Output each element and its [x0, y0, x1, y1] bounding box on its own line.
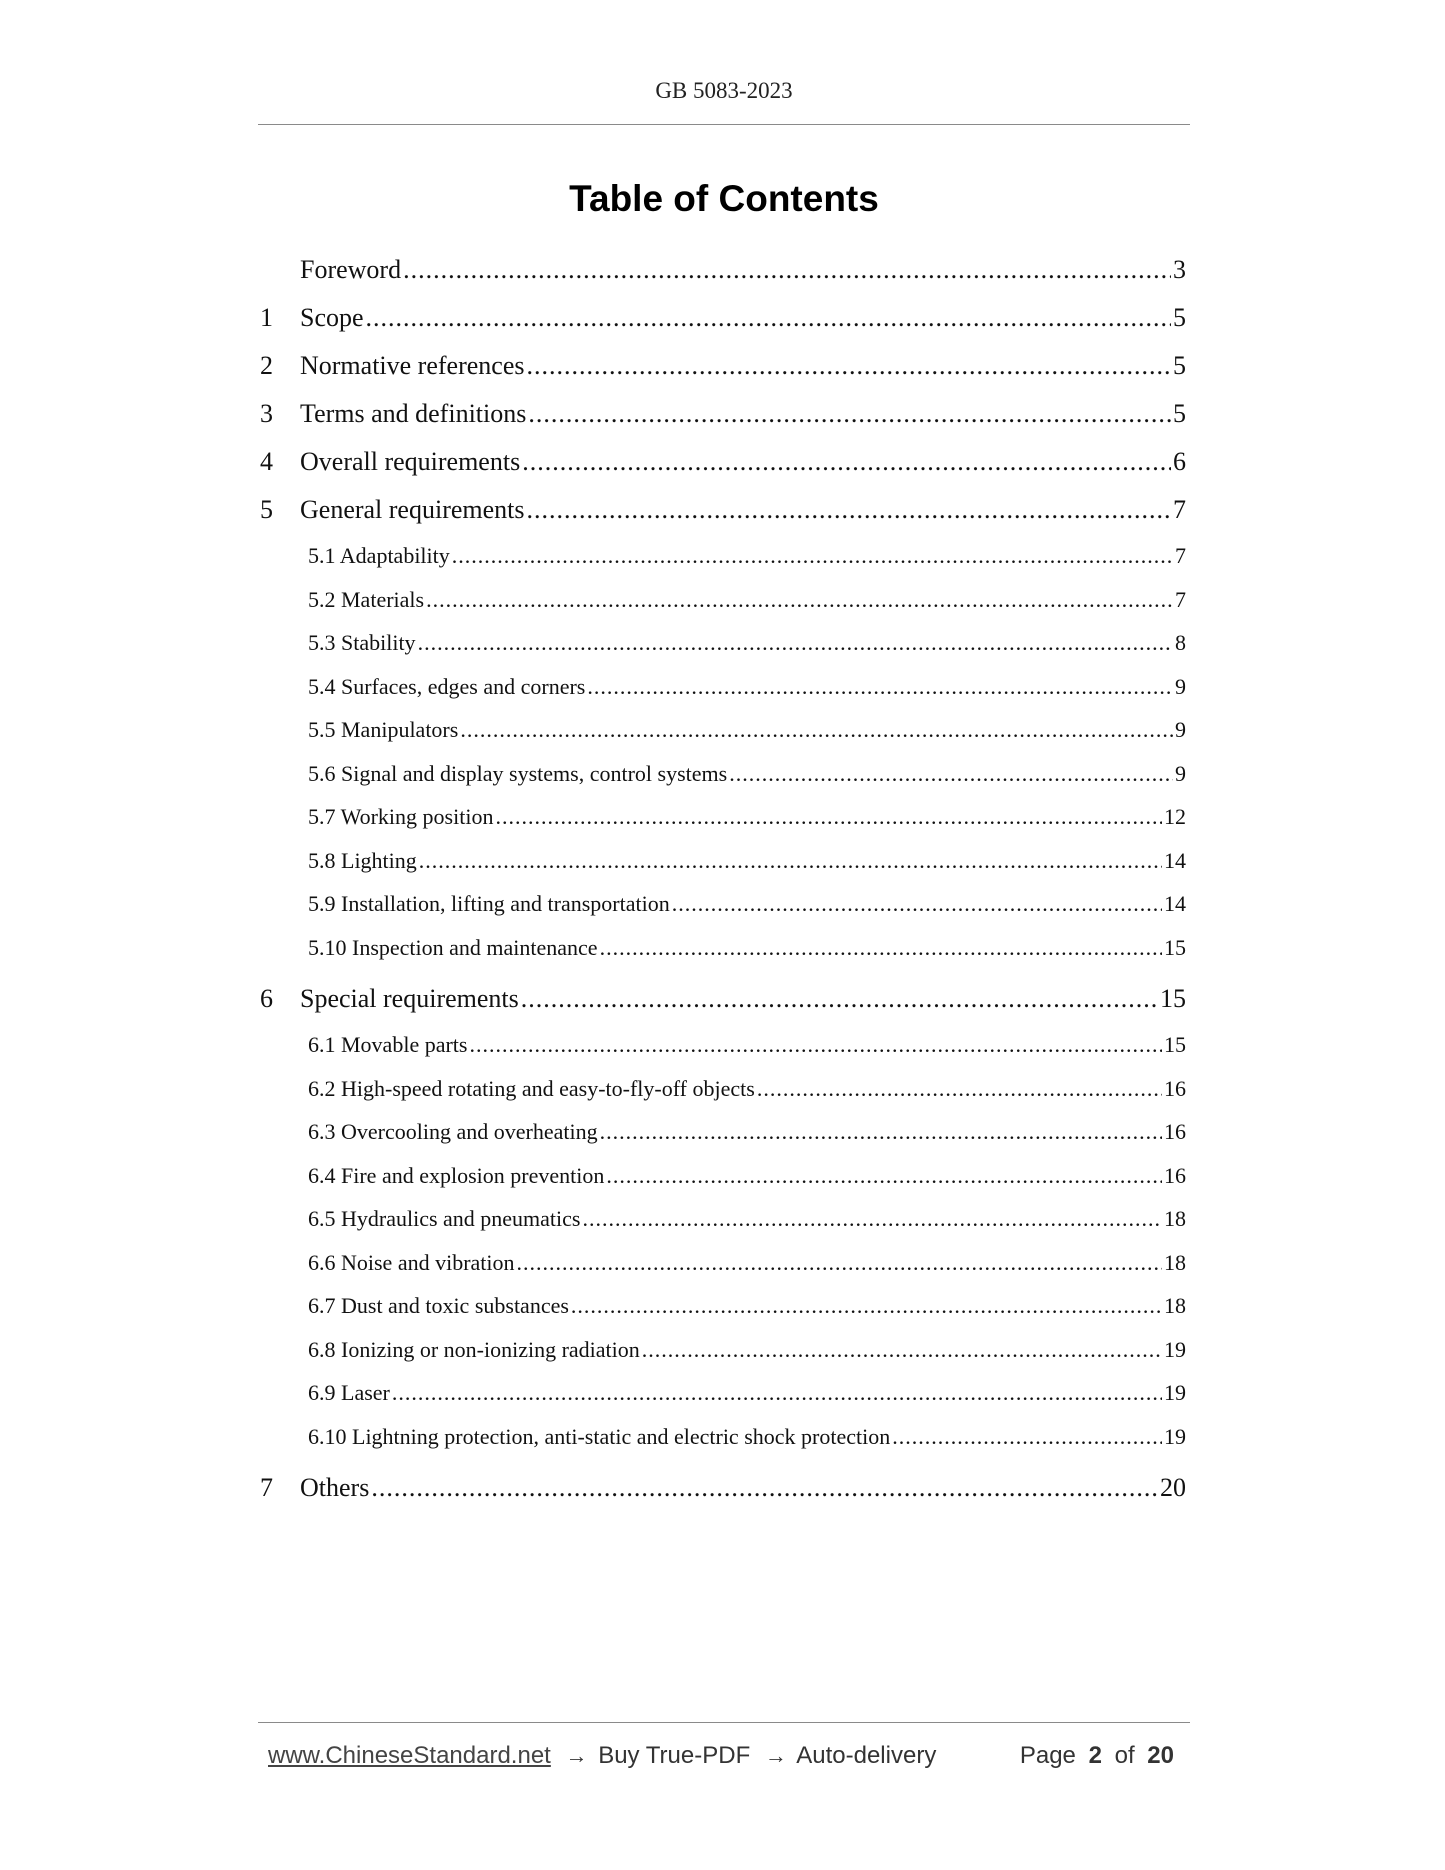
toc-entry-page: 18 — [1164, 1206, 1186, 1231]
toc-entry-label: Foreword — [300, 255, 402, 284]
toc-entry-label: 5.6 Signal and display systems, control systems — [308, 760, 728, 786]
toc-dot-leader — [469, 1023, 1162, 1067]
toc-entry[interactable] — [260, 839, 1186, 883]
toc-dot-leader — [600, 926, 1162, 970]
toc-entry-page: 7 — [1175, 543, 1186, 568]
toc-title: Table of Contents — [569, 178, 879, 219]
toc-entry-label: 5.7 Working position — [308, 804, 494, 829]
toc-entry-number: 7 — [260, 1473, 273, 1502]
toc-entry-label: 5.9 Installation, lifting and transportation — [308, 891, 670, 916]
toc-entry[interactable] — [260, 390, 1186, 438]
toc-entry-page: 6 — [1173, 447, 1186, 476]
toc-entry-label: 6.1 Movable parts — [308, 1032, 468, 1057]
toc-entry[interactable] — [260, 1241, 1186, 1285]
toc-entry-label: 5.1 Adaptability — [308, 543, 450, 568]
toc-entry-label: 6.4 Fire and explosion prevention — [308, 1162, 605, 1188]
toc-dot-leader — [527, 486, 1171, 534]
toc-entry-page: 18 — [1164, 1249, 1186, 1275]
toc-entry-label: Special requirements — [300, 984, 519, 1013]
page-indicator — [1020, 1742, 1180, 1770]
toc-dot-leader — [526, 342, 1171, 390]
toc-entry-label: Overall requirements — [300, 447, 521, 476]
table-of-contents — [260, 246, 1186, 1512]
toc-entry-label: 6.7 Dust and toxic substances — [308, 1293, 569, 1318]
toc-entry[interactable] — [260, 1023, 1186, 1067]
toc-entry-label: 6.8 Ionizing or non-ionizing radiation — [308, 1336, 640, 1362]
arrow-right-icon: → — [764, 1743, 787, 1768]
toc-dot-leader — [757, 1067, 1162, 1111]
toc-entry-label: 5.5 Manipulators — [308, 717, 459, 742]
toc-entry-label: 5.4 Surfaces, edges and corners — [308, 673, 586, 699]
toc-entry-page: 20 — [1160, 1473, 1186, 1502]
toc-dot-leader — [419, 839, 1162, 883]
toc-entry-page: 14 — [1164, 891, 1186, 916]
toc-entry[interactable] — [260, 342, 1186, 390]
toc-entry-page: 15 — [1164, 934, 1186, 960]
toc-entry-label: 5.10 Inspection and maintenance — [308, 934, 598, 960]
toc-entry[interactable] — [260, 1415, 1186, 1459]
toc-entry[interactable] — [260, 926, 1186, 970]
toc-entry[interactable] — [260, 1328, 1186, 1372]
toc-entry[interactable] — [260, 795, 1186, 839]
toc-entry-label: 6.6 Noise and vibration — [308, 1249, 515, 1275]
toc-entry-number: 2 — [260, 351, 273, 380]
toc-entry-label: General requirements — [300, 495, 525, 524]
toc-entry-page: 12 — [1164, 804, 1186, 829]
toc-entry[interactable] — [260, 665, 1186, 709]
toc-entry[interactable] — [260, 1464, 1186, 1512]
toc-dot-leader — [606, 1154, 1162, 1198]
toc-entry-page: 16 — [1164, 1162, 1186, 1188]
toc-entry-page: 5 — [1173, 351, 1186, 380]
footer-divider — [258, 1722, 1190, 1723]
toc-dot-leader — [495, 795, 1162, 839]
toc-entry[interactable] — [260, 882, 1186, 926]
toc-entry-page: 7 — [1173, 495, 1186, 524]
toc-entry[interactable] — [260, 1067, 1186, 1111]
toc-entry[interactable] — [260, 1284, 1186, 1328]
buy-pdf-text: Buy True-PDF — [598, 1742, 751, 1769]
toc-entry[interactable] — [260, 294, 1186, 342]
toc-entry-label: Normative references — [300, 351, 525, 380]
toc-dot-leader — [672, 882, 1162, 926]
toc-dot-leader — [517, 1241, 1162, 1285]
toc-entry[interactable] — [260, 578, 1186, 622]
footer-links — [268, 1742, 940, 1770]
toc-dot-leader — [460, 708, 1173, 752]
toc-dot-leader — [587, 665, 1173, 709]
toc-entry-page: 15 — [1164, 1032, 1186, 1057]
of-word: of — [1114, 1742, 1135, 1769]
site-link[interactable]: www.ChineseStandard.net — [268, 1742, 551, 1769]
toc-entry-label: 6.2 High-speed rotating and easy-to-fly-off objects — [308, 1075, 755, 1101]
toc-entry-page: 9 — [1175, 673, 1186, 699]
toc-entry-label: 5.8 Lighting — [308, 847, 417, 873]
toc-dot-leader — [528, 390, 1171, 438]
arrow-right-icon: → — [565, 1743, 588, 1768]
document-id-header: GB 5083-2023 — [655, 78, 793, 103]
toc-entry-page: 18 — [1164, 1293, 1186, 1318]
toc-entry-label: 6.3 Overcooling and overheating — [308, 1119, 598, 1144]
auto-delivery-text: Auto-delivery — [796, 1742, 937, 1769]
total-pages-number: 20 — [1147, 1742, 1174, 1769]
toc-entry-page: 3 — [1173, 255, 1186, 284]
toc-entry[interactable] — [260, 1197, 1186, 1241]
toc-entry-number: 5 — [260, 495, 273, 524]
toc-entry[interactable] — [260, 1154, 1186, 1198]
toc-entry-label: 5.3 Stability — [308, 630, 416, 655]
toc-dot-leader — [392, 1371, 1162, 1415]
toc-entry-number: 3 — [260, 399, 273, 428]
toc-entry-page: 19 — [1164, 1336, 1186, 1362]
toc-entry-label: 6.5 Hydraulics and pneumatics — [308, 1206, 581, 1231]
toc-entry[interactable] — [260, 1110, 1186, 1154]
toc-entry-page: 9 — [1175, 760, 1186, 786]
toc-entry-page: 8 — [1175, 630, 1186, 655]
toc-entry[interactable] — [260, 534, 1186, 578]
toc-dot-leader — [403, 246, 1171, 294]
toc-dot-leader — [729, 752, 1173, 796]
toc-dot-leader — [600, 1110, 1162, 1154]
toc-entry-page: 7 — [1175, 586, 1186, 612]
toc-dot-leader — [892, 1415, 1162, 1459]
toc-entry-label: Others — [300, 1473, 370, 1502]
toc-entry-page: 16 — [1164, 1119, 1186, 1144]
toc-entry-number: 1 — [260, 303, 273, 332]
toc-dot-leader — [522, 438, 1171, 486]
toc-entry[interactable] — [260, 246, 1186, 294]
toc-dot-leader — [371, 1464, 1158, 1512]
header-divider — [258, 124, 1190, 125]
toc-dot-leader — [571, 1284, 1162, 1328]
toc-entry-number: 6 — [260, 984, 273, 1013]
toc-dot-leader — [418, 621, 1173, 665]
toc-entry-label: Terms and definitions — [300, 399, 527, 428]
toc-entry-label: Scope — [300, 303, 364, 332]
toc-entry-page: 15 — [1160, 984, 1186, 1013]
toc-entry-number: 4 — [260, 447, 273, 476]
page-word: Page — [1019, 1742, 1076, 1769]
toc-dot-leader — [426, 578, 1173, 622]
toc-entry[interactable] — [260, 438, 1186, 486]
toc-entry[interactable] — [260, 752, 1186, 796]
toc-entry[interactable] — [260, 621, 1186, 665]
toc-entry-page: 5 — [1173, 303, 1186, 332]
toc-entry-page: 16 — [1164, 1075, 1186, 1101]
toc-entry[interactable] — [260, 708, 1186, 752]
toc-entry-page: 19 — [1164, 1423, 1186, 1449]
toc-entry-label: 6.10 Lightning protection, anti-static and electric shock protection — [308, 1423, 891, 1449]
page-footer — [268, 1742, 1180, 1770]
toc-entry-label: 5.2 Materials — [308, 586, 425, 612]
toc-dot-leader — [452, 534, 1173, 578]
current-page-number: 2 — [1088, 1742, 1102, 1769]
toc-entry-page: 14 — [1164, 847, 1186, 873]
toc-entry[interactable] — [260, 1371, 1186, 1415]
toc-entry[interactable] — [260, 486, 1186, 534]
toc-entry-page: 9 — [1175, 717, 1186, 742]
toc-entry-label: 6.9 Laser — [308, 1380, 390, 1405]
toc-entry-page: 19 — [1164, 1380, 1186, 1405]
toc-dot-leader — [583, 1197, 1163, 1241]
toc-dot-leader — [366, 294, 1171, 342]
toc-entry-page: 5 — [1173, 399, 1186, 428]
toc-dot-leader — [521, 975, 1158, 1023]
toc-dot-leader — [642, 1328, 1162, 1372]
toc-entry[interactable] — [260, 975, 1186, 1023]
